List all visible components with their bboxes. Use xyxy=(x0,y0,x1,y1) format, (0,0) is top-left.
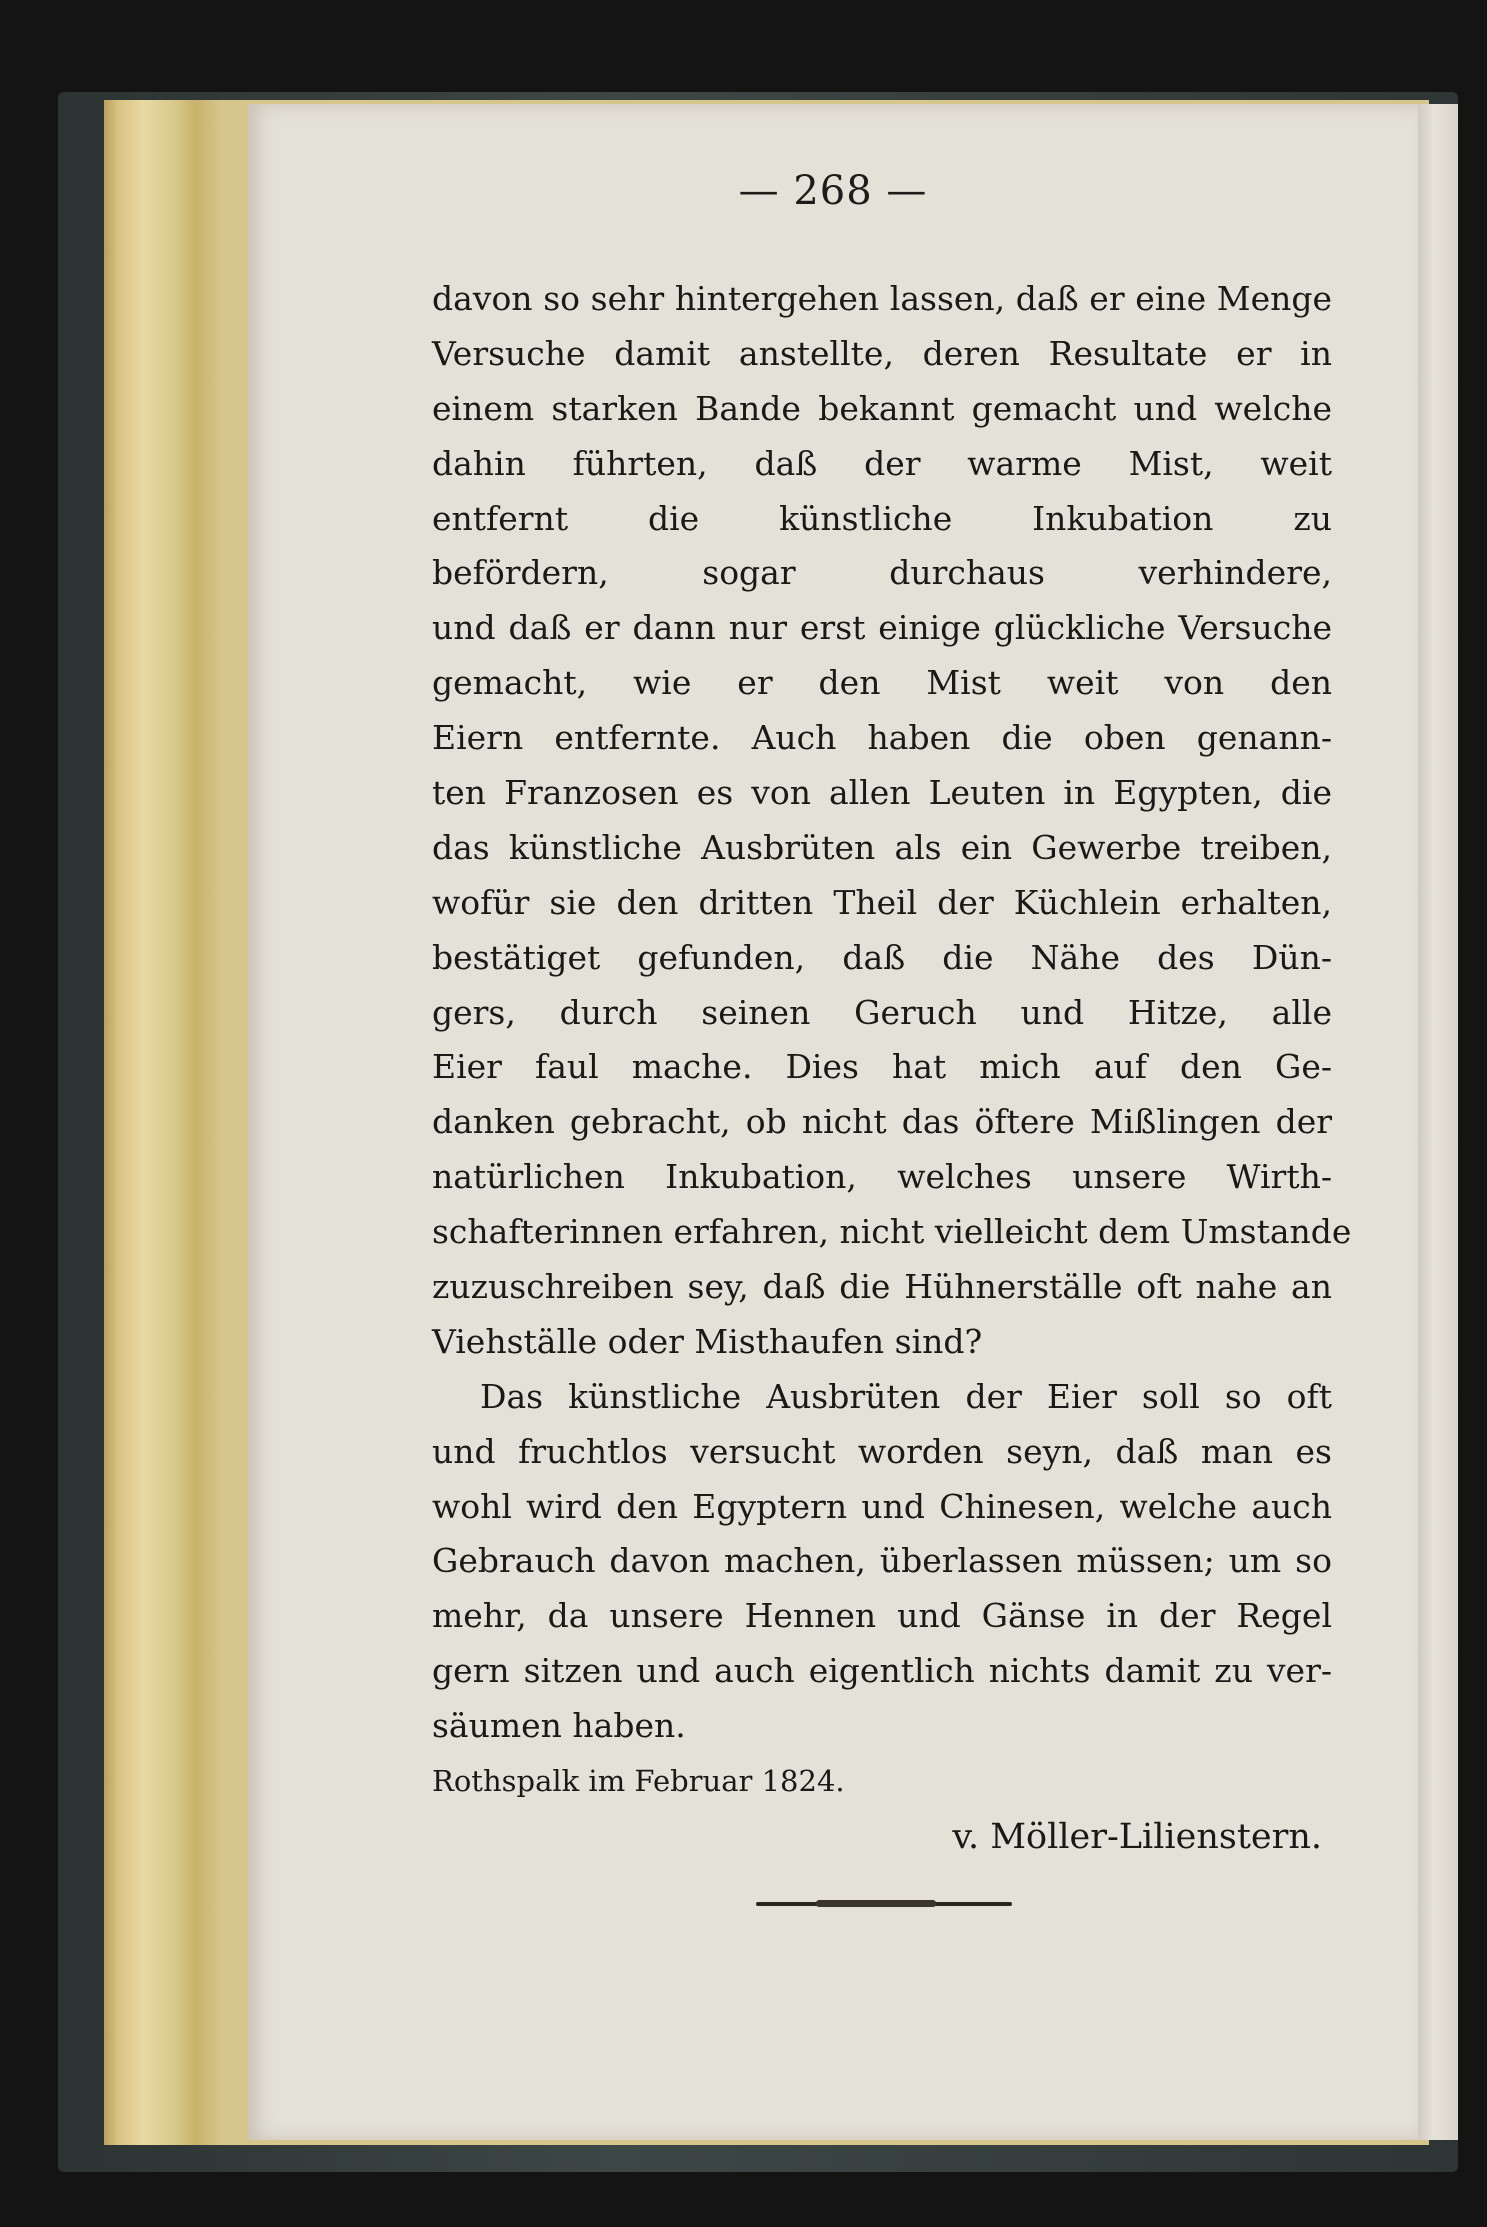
text-line: Viehställe oder Misthaufen sind? xyxy=(432,1321,983,1361)
page-body xyxy=(432,272,1352,1866)
text-line: Eier faul mache. Dies hat mich auf den Ge- xyxy=(432,1047,1332,1087)
text-line: wofür sie den dritten Theil der Küchlein erhalten, xyxy=(432,882,1332,922)
text-line: wohl wird den Egyptern und Chinesen, welche auch xyxy=(432,1486,1332,1526)
text-line: einem starken Bande bekannt gemacht und welche xyxy=(432,388,1332,428)
text-line: danken gebracht, ob nicht das öftere Mißlingen der xyxy=(432,1102,1332,1142)
text-line: ten Franzosen es von allen Leuten in Egypten, die xyxy=(432,773,1332,813)
text-line: dahin führten, daß der warme Mist, weit xyxy=(432,443,1332,483)
text-line: säumen haben. xyxy=(432,1706,686,1746)
text-line: gers, durch seinen Geruch und Hitze, alle xyxy=(432,992,1332,1032)
text-line: gemacht, wie er den Mist weit von den xyxy=(432,663,1332,703)
text-line: das künstliche Ausbrüten als ein Gewerbe treiben, xyxy=(432,827,1332,867)
text-line: Das künstliche Ausbrüten der Eier soll so oft xyxy=(480,1376,1332,1416)
text-line: gern sitzen und auch eigentlich nichts damit zu ver- xyxy=(432,1651,1332,1691)
end-rule-ornament xyxy=(756,1902,1012,1906)
text-line: Eiern entfernte. Auch haben die oben genann- xyxy=(432,718,1332,758)
text-line: befördern, sogar durchaus verhindere, xyxy=(432,553,1332,593)
text-line: davon so sehr hintergehen lassen, daß er eine Menge xyxy=(432,279,1332,318)
text-line: Versuche damit anstellte, deren Resultate er in xyxy=(432,333,1332,373)
next-page-edge xyxy=(1418,104,1458,2140)
text-line: zuzuschreiben sey, daß die Hühnerställe oft nahe an xyxy=(432,1267,1332,1307)
text-line: natürlichen Inkubation, welches unsere Wirth- xyxy=(432,1157,1332,1197)
text-line: Gebrauch davon machen, überlassen müssen; um so xyxy=(432,1541,1332,1581)
dateline: Rothspalk im Februar 1824. xyxy=(432,1764,845,1799)
text-line: und fruchtlos versucht worden seyn, daß man es xyxy=(432,1431,1332,1471)
text-line: und daß er dann nur erst einige glückliche Versuche xyxy=(432,608,1332,648)
text-line: entfernt die künstliche Inkubation zu xyxy=(432,498,1332,538)
text-line: schafterinnen erfahren, nicht vielleicht dem Umstande xyxy=(432,1212,1352,1252)
text-line: mehr, da unsere Hennen und Gänse in der Regel xyxy=(432,1596,1332,1636)
page-number-header: — 268 — xyxy=(738,168,928,214)
text-line: bestätiget gefunden, daß die Nähe des Dün- xyxy=(432,937,1332,977)
author-signature: v. Möller-Lilienstern. xyxy=(952,1817,1322,1858)
